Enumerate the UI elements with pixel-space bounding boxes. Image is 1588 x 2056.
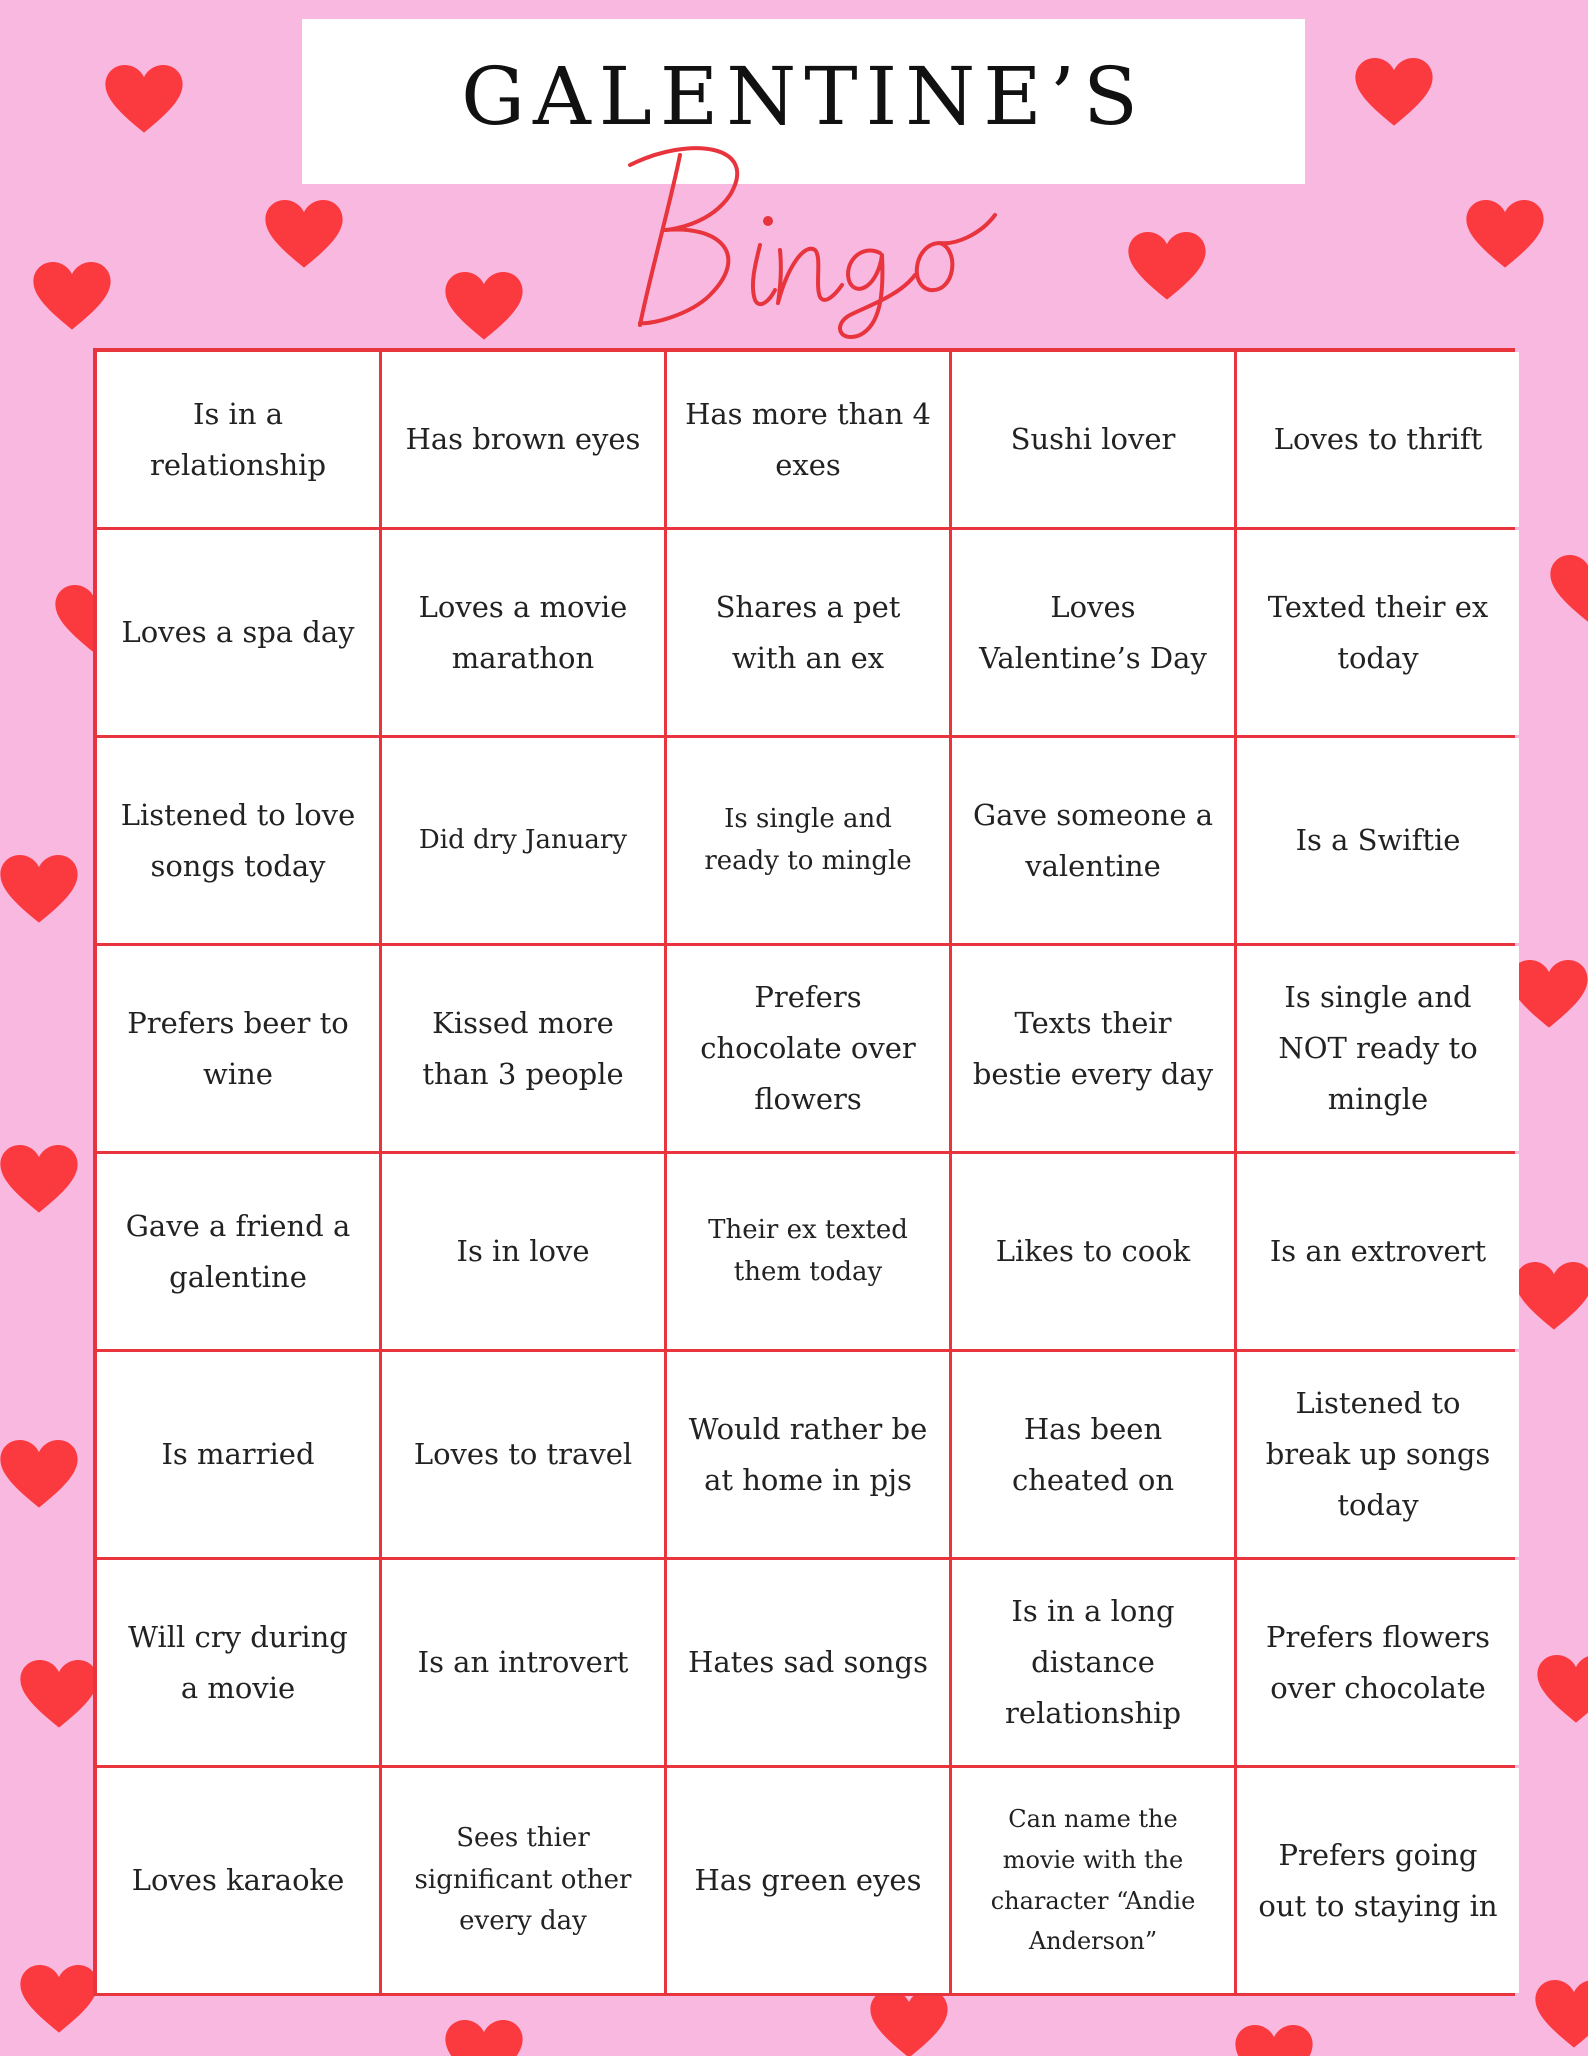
bingo-cell-label: Listened to break up songs today xyxy=(1265,1386,1491,1522)
heart-icon xyxy=(0,1145,78,1215)
bingo-cell[interactable] xyxy=(382,530,664,735)
bingo-cell[interactable] xyxy=(1237,1154,1519,1349)
bingo-cell[interactable] xyxy=(667,738,949,943)
bingo-cell[interactable] xyxy=(667,530,949,735)
bingo-cell[interactable] xyxy=(97,1352,379,1557)
bingo-script-label xyxy=(1310,325,1313,326)
heart-icon xyxy=(0,1440,78,1510)
bingo-cell[interactable] xyxy=(1237,530,1519,735)
heart-icon xyxy=(1515,1262,1588,1332)
bingo-cell[interactable] xyxy=(667,1352,949,1557)
heart-icon xyxy=(1537,1655,1588,1725)
bingo-cell[interactable] xyxy=(382,1352,664,1557)
bingo-cell-label: Is a Swiftie xyxy=(1295,823,1461,858)
heart-icon xyxy=(265,200,343,270)
bingo-cell[interactable] xyxy=(382,738,664,943)
bingo-grid xyxy=(93,348,1515,1996)
bingo-cell[interactable] xyxy=(382,1154,664,1349)
heart-icon xyxy=(1128,232,1206,302)
heart-icon xyxy=(33,262,111,332)
bingo-cell[interactable] xyxy=(667,946,949,1151)
bingo-cell-label: Loves a movie marathon xyxy=(418,589,628,675)
bingo-cell-label: Gave a friend a galentine xyxy=(125,1208,351,1294)
bingo-cell-label: Did dry January xyxy=(418,824,628,855)
bingo-cell-label: Hates sad songs xyxy=(688,1645,928,1680)
bingo-cell-label: Their ex texted them today xyxy=(708,1214,908,1287)
bingo-cell-label: Is in a long distance relationship xyxy=(1004,1594,1182,1730)
bingo-cell[interactable] xyxy=(97,352,379,527)
bingo-script-title xyxy=(610,125,1010,340)
heart-icon xyxy=(20,1965,98,2035)
bingo-cell[interactable] xyxy=(667,1154,949,1349)
bingo-cell-label: Is single and ready to mingle xyxy=(704,803,912,876)
bingo-cell-label: Is in a relationship xyxy=(149,396,327,482)
heart-icon xyxy=(1535,1980,1588,2050)
bingo-cell[interactable] xyxy=(1237,1560,1519,1765)
bingo-cell-label: Loves Valentine’s Day xyxy=(979,589,1207,675)
bingo-cell[interactable] xyxy=(382,1768,664,1993)
bingo-cell[interactable] xyxy=(382,946,664,1151)
bingo-cell-label: Is in love xyxy=(456,1234,590,1269)
bingo-cell-label: Is an introvert xyxy=(417,1645,629,1680)
bingo-cell-label: Loves karaoke xyxy=(131,1863,345,1898)
bingo-cell-label: Loves to travel xyxy=(413,1437,633,1472)
bingo-cell-label: Is single and NOT ready to mingle xyxy=(1278,980,1478,1116)
page-title: GALENTINE’S xyxy=(461,50,1146,143)
bingo-cell-label: Shares a pet with an ex xyxy=(715,589,901,675)
heart-icon xyxy=(105,65,183,135)
bingo-cell[interactable] xyxy=(952,1154,1234,1349)
bingo-cell-label: Sushi lover xyxy=(1010,422,1176,457)
bingo-cell[interactable] xyxy=(97,946,379,1151)
bingo-cell-label: Prefers beer to wine xyxy=(127,1005,349,1091)
bingo-cell-label: Loves to thrift xyxy=(1273,422,1483,457)
bingo-cell[interactable] xyxy=(97,738,379,943)
bingo-cell[interactable] xyxy=(1237,946,1519,1151)
bingo-cell[interactable] xyxy=(952,1768,1234,1993)
bingo-cell[interactable] xyxy=(952,1352,1234,1557)
bingo-cell[interactable] xyxy=(97,1154,379,1349)
bingo-cell-label: Prefers chocolate over flowers xyxy=(700,980,916,1116)
bingo-cell-label: Listened to love songs today xyxy=(120,797,356,883)
bingo-cell-label: Texts their bestie every day xyxy=(972,1005,1214,1091)
bingo-cell-label: Is married xyxy=(161,1437,315,1472)
bingo-cell-label: Has more than 4 exes xyxy=(685,396,931,482)
bingo-cell-label: Gave someone a valentine xyxy=(972,797,1214,883)
heart-icon xyxy=(0,855,78,925)
heart-icon xyxy=(20,1660,98,1730)
bingo-cell-label: Is an extrovert xyxy=(1269,1234,1487,1269)
bingo-cell-label: Texted their ex today xyxy=(1267,589,1489,675)
bingo-cell[interactable] xyxy=(1237,1768,1519,1993)
heart-icon xyxy=(1466,200,1544,270)
bingo-cell-label: Prefers flowers over chocolate xyxy=(1266,1619,1490,1705)
heart-icon xyxy=(870,1990,948,2056)
heart-icon xyxy=(1235,2025,1313,2056)
heart-icon xyxy=(1550,555,1588,625)
bingo-cell[interactable] xyxy=(1237,1352,1519,1557)
bingo-cell[interactable] xyxy=(667,1768,949,1993)
bingo-cell[interactable] xyxy=(1237,352,1519,527)
bingo-cell-label: Has green eyes xyxy=(694,1863,922,1898)
bingo-cell[interactable] xyxy=(1237,738,1519,943)
heart-icon xyxy=(445,2020,523,2056)
bingo-cell[interactable] xyxy=(667,1560,949,1765)
bingo-cell[interactable] xyxy=(97,1560,379,1765)
bingo-cell-label: Likes to cook xyxy=(995,1234,1191,1269)
bingo-cell[interactable] xyxy=(382,1560,664,1765)
bingo-cell[interactable] xyxy=(952,1560,1234,1765)
heart-icon xyxy=(445,272,523,342)
bingo-cell-label: Prefers going out to staying in xyxy=(1258,1837,1498,1923)
bingo-cell[interactable] xyxy=(97,1768,379,1993)
bingo-cell-label: Loves a spa day xyxy=(121,615,355,650)
heart-icon xyxy=(1510,960,1588,1030)
bingo-cell[interactable] xyxy=(952,352,1234,527)
bingo-cell[interactable] xyxy=(952,946,1234,1151)
bingo-cell-label: Has been cheated on xyxy=(1011,1411,1175,1497)
bingo-cell-label: Has brown eyes xyxy=(405,422,641,457)
bingo-cell-label: Sees thier significant other every day xyxy=(414,1823,632,1937)
bingo-cell-label: Will cry during a movie xyxy=(128,1619,348,1705)
bingo-cell-label: Kissed more than 3 people xyxy=(422,1005,624,1091)
heart-icon xyxy=(1355,58,1433,128)
bingo-cell[interactable] xyxy=(667,352,949,527)
bingo-cell-label: Would rather be at home in pjs xyxy=(688,1411,928,1497)
bingo-cell-label: Can name the movie with the character “Andie Anderson” xyxy=(990,1804,1196,1956)
bingo-cell[interactable] xyxy=(952,738,1234,943)
bingo-cell[interactable] xyxy=(382,352,664,527)
bingo-cell[interactable] xyxy=(97,530,379,735)
bingo-script-drawing xyxy=(610,125,1010,340)
bingo-cell[interactable] xyxy=(952,530,1234,735)
